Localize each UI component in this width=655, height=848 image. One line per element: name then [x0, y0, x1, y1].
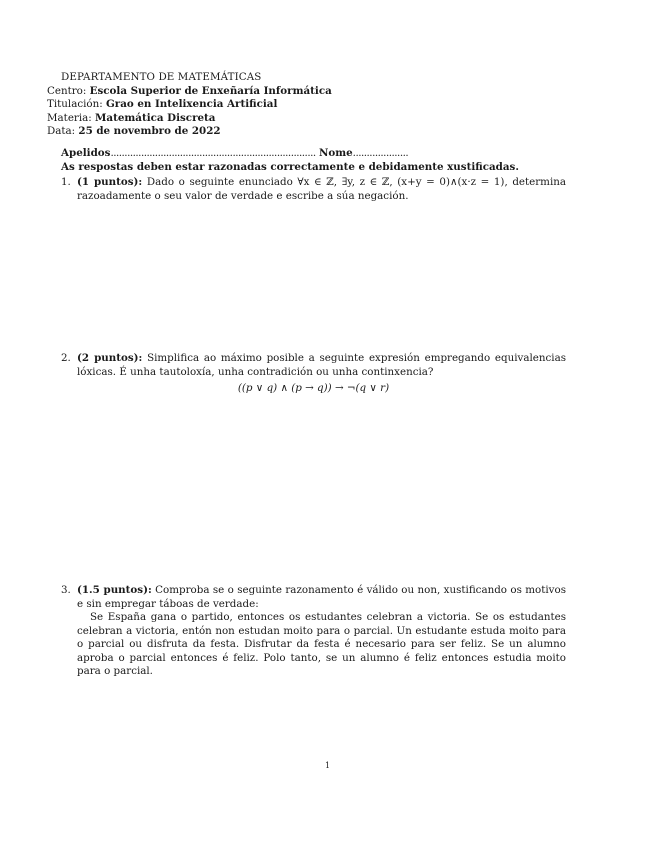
date-line [47, 125, 332, 139]
centro-label: Centro: [47, 84, 87, 97]
apelidos-blank[interactable]: .......................................................................... [110, 147, 316, 159]
titulacion-line [47, 98, 332, 112]
question-points: (2 puntos): [77, 352, 143, 364]
question-text: Dado o seguinte enunciado ∀x ∈ ℤ, ∃y, z ∈ ℤ, (x+y = 0)∧(x·z = 1), determina razoadamente o seu valor de verdade e escribe a súa negación. [77, 176, 567, 202]
materia-value: Matemática Discreta [95, 111, 216, 124]
department-name: DEPARTAMENTO DE MATEMÁTICAS [61, 71, 262, 83]
materia-line [47, 112, 332, 126]
name-fields-line [61, 147, 519, 161]
nome-label: Nome [318, 147, 353, 159]
instructions-text: As respostas deben estar razonadas correctamente e debidamente xustificadas. [61, 160, 519, 173]
titulacion-value: Grao en Intelixencia Artificial [106, 98, 278, 110]
page-number: 1 [324, 761, 331, 770]
exam-header [47, 71, 332, 139]
question-body [77, 352, 566, 379]
argument-paragraph: Se España gana o partido, entonces os estudantes celebran a victoria. Se os estudantes celebran a victoria, entón non estudan moito para o parcial. Un estudante estuda moito para o parcial ou disfruta da festa. Disfrutar da festa é necesario para ser feliz. Se un alumno aproba o parcial entonces é feliz. Polo tanto, se un alumno é feliz entonces estudia moito para o parcial. [77, 611, 566, 677]
question-2 [61, 352, 566, 396]
student-info [61, 147, 519, 174]
question-number: 1. [61, 176, 71, 188]
question-number: 2. [61, 352, 71, 364]
question-body [77, 176, 566, 203]
question-text: Simplifica ao máximo posible a seguinte expresión empregando equivalencias lóxicas. É unha tautoloxía, unha contradición ou unha continxencia? [77, 352, 566, 378]
nome-blank[interactable]: .................... [352, 147, 409, 159]
apelidos-label: Apelidos [61, 147, 111, 159]
question-3 [61, 584, 566, 679]
question-1 [61, 176, 566, 203]
date-value: 25 de novembro de 2022 [78, 125, 221, 137]
question-points: (1 puntos): [77, 176, 143, 188]
question-body [77, 584, 566, 679]
question-points: (1.5 puntos): [77, 584, 152, 596]
materia-label: Materia: [47, 111, 92, 124]
instructions-line [61, 161, 519, 175]
logic-formula: ((p ∨ q) ∧ (p → q)) → ¬(q ∨ r) [237, 382, 390, 394]
question-text: Comproba se o seguinte razonamento é válido ou non, xustificando os motivos e sin empregar táboas de verdade: [77, 584, 566, 610]
question-number: 3. [61, 584, 71, 596]
centro-line [47, 85, 332, 99]
titulacion-label: Titulación: [47, 98, 103, 110]
date-label: Data: [47, 125, 76, 137]
centro-value: Escola Superior de Enxeñaría Informática [89, 84, 332, 97]
